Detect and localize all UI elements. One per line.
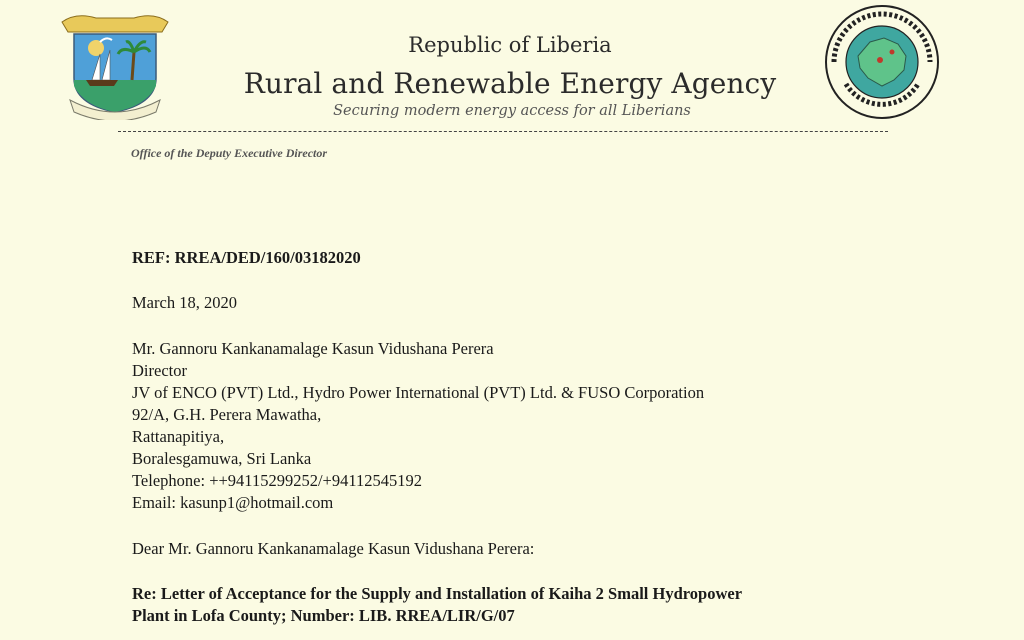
recipient-address-line: Rattanapitiya,: [132, 427, 225, 446]
subject-line: [132, 583, 742, 627]
recipient-company: JV of ENCO (PVT) Ltd., Hydro Power International (PVT) Ltd. & FUSO Corporation: [132, 383, 705, 402]
recipient-telephone: Telephone: ++94115299252/+94112545192: [132, 471, 422, 490]
header-divider: [118, 131, 888, 132]
recipient-address-block: [132, 338, 704, 514]
header-agency-name: Rural and Renewable Energy Agency: [243, 67, 777, 100]
recipient-title: Director: [132, 361, 187, 380]
subject-line-2: Plant in Lofa County; Number: LIB. RREA/LIR/G/07: [132, 606, 515, 625]
recipient-address-line: 92/A, G.H. Perera Mawatha,: [132, 405, 322, 424]
office-label: Office of the Deputy Executive Director: [131, 146, 328, 160]
header-tagline: Securing modern energy access for all Liberians: [333, 103, 691, 119]
header-republic-title: Republic of Liberia: [408, 33, 612, 57]
reference-number: REF: RREA/DED/160/03182020: [132, 248, 361, 267]
recipient-name: Mr. Gannoru Kankanamalage Kasun Vidushana Perera: [132, 339, 494, 358]
recipient-address-line: Boralesgamuwa, Sri Lanka: [132, 449, 312, 468]
recipient-email: Email: kasunp1@hotmail.com: [132, 493, 334, 512]
subject-line-1: Re: Letter of Acceptance for the Supply and Installation of Kaiha 2 Small Hydropower: [132, 584, 743, 603]
salutation: Dear Mr. Gannoru Kankanamalage Kasun Vidushana Perera:: [132, 539, 535, 558]
letter-date: March 18, 2020: [132, 293, 237, 312]
